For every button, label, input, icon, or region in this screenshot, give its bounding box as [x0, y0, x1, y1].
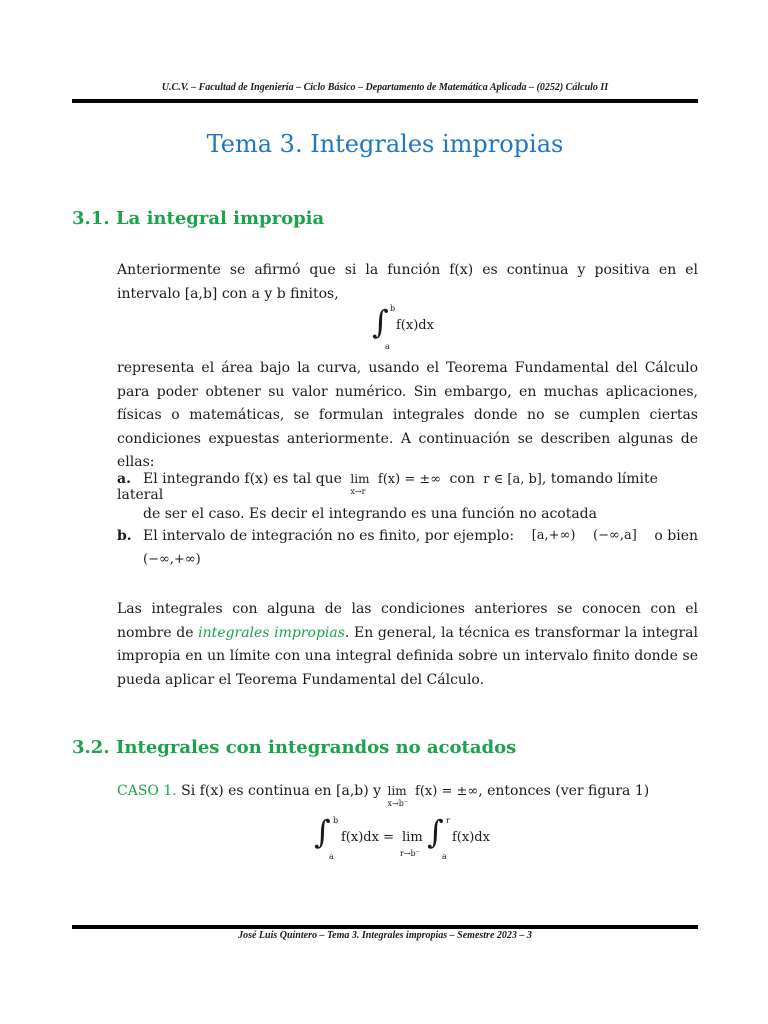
limit-operator [387, 784, 409, 808]
page-title: Tema 3. Integrales impropias [206, 130, 564, 158]
section-heading-3-1 [72, 208, 324, 229]
integral-equation-1 [372, 304, 462, 354]
footer-rule [72, 925, 698, 929]
lim-text: lim [350, 472, 370, 486]
list-item-b [117, 528, 698, 544]
limit-expression: f(x) = ±∞ [377, 472, 442, 487]
caso-1-line [117, 783, 698, 808]
paragraph-3-start: Las integrales con alguna de las condiciones anteriores se conocen con el nombre de [117, 601, 698, 641]
list-item-a [117, 471, 698, 503]
upper-limit: b [333, 816, 339, 825]
item-text: El intervalo de integración no es finito, por ejemplo: [143, 528, 515, 544]
integral-sign: ∫ [427, 813, 444, 851]
section-number: 3.2. [72, 737, 110, 758]
lower-limit: a [385, 342, 390, 351]
integrand: f(x)dx [396, 318, 434, 333]
integral-equation-2 [314, 814, 514, 864]
lim-text: lim [387, 784, 407, 798]
header-rule [72, 99, 698, 103]
paragraph-3 [117, 598, 698, 692]
list-item-a-continuation: de ser el caso. Es decir el integrando es una función no acotada [143, 506, 597, 522]
caso-text: Si f(x) es continua en [a,b) y [181, 783, 382, 799]
upper-limit: b [390, 304, 396, 313]
section-label: Integrales con integrandos no acotados [116, 737, 517, 758]
integral-sign: ∫ [372, 303, 389, 341]
lower-limit: a [442, 852, 447, 861]
caso-text-tail: , entonces (ver figura 1) [478, 783, 650, 799]
lower-limit: a [329, 852, 334, 861]
interval-2: (−∞,a] [593, 528, 637, 543]
limit-expression: f(x) = ±∞ [415, 784, 479, 799]
limit-subscript: x→b⁻ [387, 799, 409, 808]
o-bien-text: o bien [654, 528, 698, 544]
item-text: El integrando f(x) es tal que [143, 471, 342, 487]
integral-sign: ∫ [314, 813, 331, 851]
upper-limit: r [446, 816, 450, 825]
interval-3: (−∞,+∞) [143, 552, 201, 567]
section-heading-3-2 [72, 737, 516, 758]
section-number: 3.1. [72, 208, 110, 229]
page-footer: José Luis Quintero – Tema 3. Integrales impropias – Semestre 2023 – 3 [238, 930, 532, 941]
item-text-tail: , tomando límite lateral [117, 471, 658, 503]
interval-1: [a,+∞) [531, 528, 576, 543]
item-marker: b. [117, 528, 132, 544]
limit-subscript: x→r [350, 487, 366, 496]
item-marker: a. [117, 471, 131, 487]
limit-operator: lim [402, 830, 423, 845]
limit-operator [350, 472, 370, 496]
paragraph-2: representa el área bajo la curva, usando el Teorema Fundamental del Cálculo para poder obtener su valor numérico. Sin embargo, en muchas aplicaciones, físicas o matemáticas, se formulan integrales donde no se cumplen ciertas condiciones expuestas anteriormente. A continuación se describen algunas de ellas: [117, 360, 698, 470]
integrand: f(x)dx = [341, 830, 394, 845]
paragraph-3-end: . En general, la técnica es transformar la integral impropia en un límite con una integral definida sobre un intervalo finito donde se pueda aplicar el Teorema Fundamental del Cálculo. [117, 624, 698, 688]
condition: r ∈ [a, b] [483, 472, 542, 487]
page-header: U.C.V. – Facultad de Ingeniería – Ciclo Básico – Departamento de Matemática Aplicada – (0252) Cálculo II [161, 82, 609, 93]
con-text: con [449, 471, 475, 487]
caso-label: CASO 1. [117, 783, 177, 799]
paragraph-1: Anteriormente se afirmó que si la función f(x) es continua y positiva en el intervalo [a,b] con a y b finitos, [117, 262, 698, 302]
limit-subscript: r→b⁻ [400, 849, 420, 858]
integrand: f(x)dx [452, 830, 490, 845]
term-integrales-impropias: integrales impropias [198, 624, 345, 641]
section-label: La integral impropia [116, 208, 325, 229]
